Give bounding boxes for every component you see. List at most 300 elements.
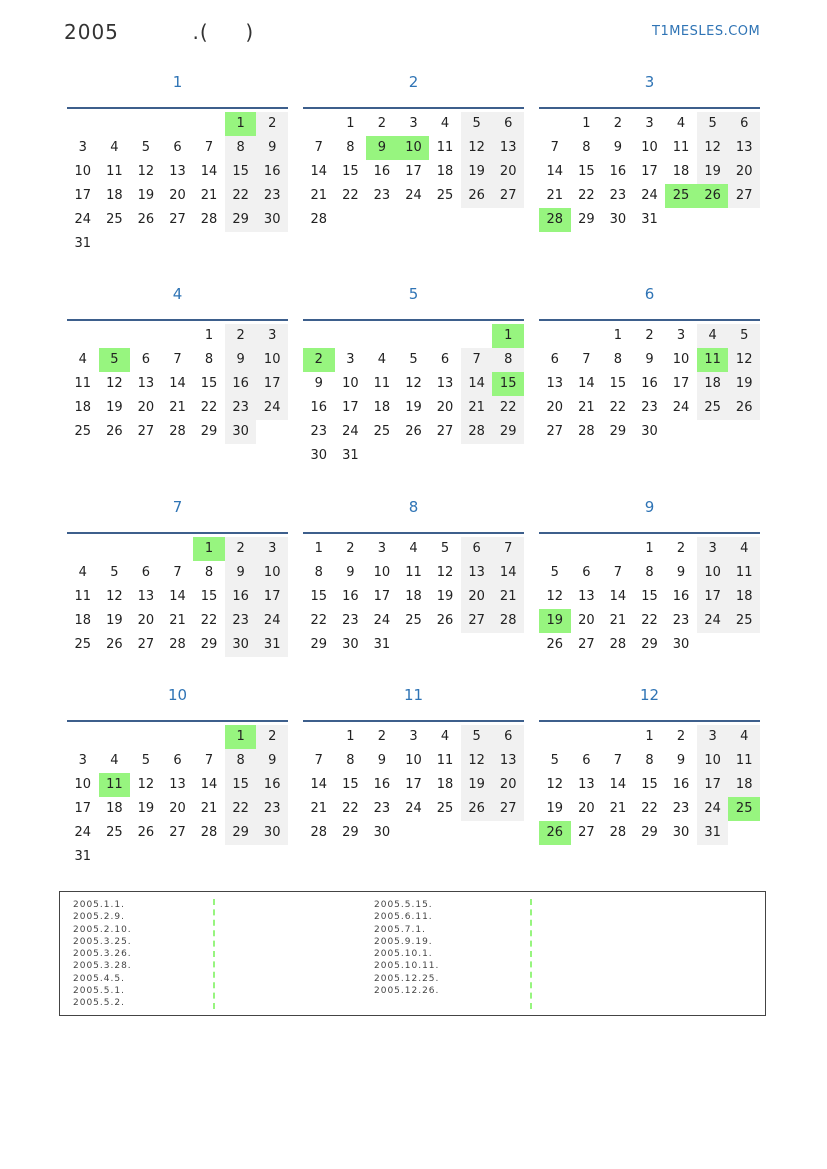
day-cell: 22 bbox=[225, 797, 257, 821]
day-cell: 1 bbox=[645, 729, 654, 744]
day-cell: 29 bbox=[641, 637, 658, 652]
legend-item: 2005.3.26. bbox=[73, 949, 132, 960]
legend-item: 2005.3.25. bbox=[73, 936, 132, 947]
day-cell: 15 bbox=[641, 777, 658, 792]
day-cell: 2 bbox=[377, 116, 387, 131]
day-cell: 30 bbox=[672, 825, 690, 840]
month-title: 1 bbox=[172, 73, 183, 91]
day-cell: 12 bbox=[106, 376, 123, 391]
day-cell: 18 bbox=[373, 400, 391, 415]
legend-item: 2005.1.1. bbox=[73, 900, 125, 910]
day-cell: 17 bbox=[342, 400, 359, 415]
day-cell: 25 bbox=[405, 613, 422, 628]
holiday-day-cell: 15 bbox=[492, 372, 524, 396]
day-cell: 22 bbox=[200, 613, 218, 628]
day-cell: 7 bbox=[492, 537, 524, 561]
day-cell: 15 bbox=[200, 589, 218, 604]
day-cell: 27 bbox=[169, 825, 186, 840]
day-cell: 18 bbox=[436, 777, 454, 792]
day-cell: 28 bbox=[492, 609, 524, 633]
day-cell: 7 bbox=[314, 140, 323, 155]
day-cell: 5 bbox=[550, 753, 559, 768]
day-cell: 8 bbox=[225, 136, 257, 160]
day-cell: 21 bbox=[609, 801, 627, 816]
day-cell: 14 bbox=[169, 589, 186, 604]
day-cell: 29 bbox=[641, 825, 658, 840]
day-cell: 26 bbox=[106, 424, 123, 439]
month-title: 11 bbox=[403, 686, 424, 704]
day-cell: 8 bbox=[645, 565, 654, 580]
day-cell: 10 bbox=[256, 348, 288, 372]
day-cell: 23 bbox=[310, 424, 328, 439]
day-cell: 13 bbox=[728, 136, 760, 160]
day-cell: 31 bbox=[373, 637, 391, 652]
day-cell: 12 bbox=[436, 565, 454, 580]
day-cell: 23 bbox=[672, 801, 690, 816]
day-cell: 27 bbox=[461, 609, 493, 633]
day-cell: 21 bbox=[169, 613, 186, 628]
month-divider bbox=[303, 720, 524, 722]
day-cell: 20 bbox=[461, 585, 493, 609]
day-cell: 27 bbox=[492, 184, 524, 208]
day-cell: 19 bbox=[546, 801, 564, 816]
day-cell: 13 bbox=[169, 777, 186, 792]
day-cell: 20 bbox=[578, 801, 595, 816]
month-divider bbox=[67, 532, 288, 534]
day-cell: 2 bbox=[377, 729, 387, 744]
day-cell: 11 bbox=[106, 164, 123, 179]
day-cell: 17 bbox=[672, 376, 690, 391]
day-cell: 4 bbox=[78, 352, 87, 367]
day-cell: 19 bbox=[436, 589, 454, 604]
day-cell: 8 bbox=[613, 352, 623, 367]
day-cell: 5 bbox=[550, 565, 559, 580]
day-cell: 22 bbox=[225, 184, 257, 208]
day-cell: 10 bbox=[342, 376, 359, 391]
day-cell: 28 bbox=[461, 420, 493, 444]
day-cell: 25 bbox=[728, 609, 760, 633]
day-cell: 29 bbox=[225, 821, 257, 845]
day-cell: 16 bbox=[225, 585, 257, 609]
brand-logo-text[interactable]: T1MESLES.COM bbox=[652, 24, 761, 39]
day-cell: 9 bbox=[314, 376, 323, 391]
day-cell: 9 bbox=[256, 136, 288, 160]
month-title: 5 bbox=[408, 285, 419, 303]
legend-item: 2005.3.28. bbox=[73, 961, 132, 972]
day-cell: 14 bbox=[609, 589, 627, 604]
day-cell: 12 bbox=[106, 589, 123, 604]
day-cell: 19 bbox=[106, 400, 123, 415]
day-cell: 4 bbox=[78, 565, 87, 580]
legend-item: 2005.12.25. bbox=[374, 973, 440, 984]
day-cell: 24 bbox=[256, 396, 288, 420]
holiday-day-cell: 2 bbox=[303, 348, 335, 372]
day-cell: 12 bbox=[461, 749, 493, 773]
day-cell: 13 bbox=[578, 777, 595, 792]
day-cell: 31 bbox=[342, 448, 359, 463]
holiday-day-cell: 1 bbox=[193, 537, 225, 561]
day-cell: 2 bbox=[613, 116, 623, 131]
day-cell: 25 bbox=[697, 396, 729, 420]
day-cell: 21 bbox=[492, 585, 524, 609]
day-cell: 27 bbox=[578, 637, 595, 652]
day-cell: 25 bbox=[373, 424, 391, 439]
day-cell: 3 bbox=[256, 324, 288, 348]
day-cell: 30 bbox=[609, 212, 627, 227]
day-cell: 7 bbox=[204, 140, 214, 155]
month-title: 6 bbox=[644, 285, 655, 303]
month-divider bbox=[539, 532, 760, 534]
day-cell: 17 bbox=[74, 801, 92, 816]
month-divider bbox=[303, 107, 524, 109]
day-cell: 19 bbox=[106, 613, 123, 628]
day-cell: 22 bbox=[342, 188, 359, 203]
day-cell: 16 bbox=[342, 589, 359, 604]
day-cell: 3 bbox=[409, 729, 418, 744]
day-cell: 21 bbox=[200, 188, 218, 203]
day-cell: 13 bbox=[137, 589, 155, 604]
day-cell: 20 bbox=[137, 613, 155, 628]
day-cell: 12 bbox=[137, 164, 155, 179]
day-cell: 29 bbox=[200, 424, 218, 439]
day-cell: 5 bbox=[110, 565, 119, 580]
day-cell: 10 bbox=[256, 561, 288, 585]
day-cell: 16 bbox=[373, 777, 391, 792]
day-cell: 30 bbox=[310, 448, 328, 463]
day-cell: 7 bbox=[173, 565, 182, 580]
day-cell: 7 bbox=[613, 753, 623, 768]
day-cell: 19 bbox=[697, 160, 729, 184]
day-cell: 17 bbox=[74, 188, 92, 203]
day-cell: 16 bbox=[256, 160, 288, 184]
day-cell: 11 bbox=[373, 376, 391, 391]
holiday-legend bbox=[59, 891, 766, 1016]
day-cell: 29 bbox=[609, 424, 627, 439]
day-cell: 27 bbox=[546, 424, 564, 439]
day-cell: 21 bbox=[461, 396, 493, 420]
month-title: 4 bbox=[172, 285, 183, 303]
day-cell: 28 bbox=[578, 424, 595, 439]
day-cell: 18 bbox=[106, 801, 123, 816]
day-cell: 18 bbox=[106, 188, 123, 203]
day-cell: 15 bbox=[342, 164, 359, 179]
day-cell: 16 bbox=[310, 400, 328, 415]
day-cell: 4 bbox=[697, 324, 729, 348]
day-cell: 23 bbox=[373, 801, 391, 816]
day-cell: 23 bbox=[641, 400, 658, 415]
day-cell: 23 bbox=[609, 188, 627, 203]
holiday-day-cell: 1 bbox=[225, 725, 257, 749]
day-cell: 30 bbox=[672, 637, 690, 652]
day-cell: 6 bbox=[582, 565, 591, 580]
day-cell: 14 bbox=[200, 777, 218, 792]
holiday-day-cell: 5 bbox=[99, 348, 131, 372]
day-cell: 29 bbox=[342, 825, 359, 840]
day-cell: 24 bbox=[672, 400, 690, 415]
day-cell: 22 bbox=[578, 188, 595, 203]
day-cell: 30 bbox=[373, 825, 391, 840]
month-title: 2 bbox=[408, 73, 419, 91]
holiday-day-cell: 26 bbox=[539, 821, 571, 845]
day-cell: 25 bbox=[74, 424, 92, 439]
day-cell: 28 bbox=[200, 825, 218, 840]
day-cell: 10 bbox=[672, 352, 690, 367]
day-cell: 9 bbox=[645, 352, 654, 367]
day-cell: 20 bbox=[728, 160, 760, 184]
day-cell: 10 bbox=[697, 749, 729, 773]
day-cell: 27 bbox=[492, 797, 524, 821]
day-cell: 10 bbox=[74, 164, 92, 179]
day-cell: 4 bbox=[728, 537, 760, 561]
day-cell: 2 bbox=[256, 112, 288, 136]
legend-item: 2005.12.26. bbox=[374, 986, 440, 997]
day-cell: 16 bbox=[256, 773, 288, 797]
day-cell: 14 bbox=[169, 376, 186, 391]
day-cell: 7 bbox=[314, 753, 323, 768]
day-cell: 20 bbox=[169, 188, 186, 203]
day-cell: 13 bbox=[461, 561, 493, 585]
legend-column-right bbox=[374, 899, 439, 997]
day-cell: 13 bbox=[169, 164, 186, 179]
day-cell: 2 bbox=[256, 725, 288, 749]
day-cell: 26 bbox=[436, 613, 454, 628]
day-cell: 29 bbox=[492, 420, 524, 444]
day-cell: 20 bbox=[169, 801, 186, 816]
month-title: 10 bbox=[167, 686, 188, 704]
day-cell: 24 bbox=[74, 212, 92, 227]
day-cell: 26 bbox=[137, 825, 155, 840]
day-cell: 7 bbox=[461, 348, 493, 372]
month-divider bbox=[67, 107, 288, 109]
day-cell: 5 bbox=[461, 112, 493, 136]
day-cell: 12 bbox=[697, 136, 729, 160]
day-cell: 27 bbox=[137, 637, 155, 652]
day-cell: 26 bbox=[137, 212, 155, 227]
month-title: 12 bbox=[639, 686, 660, 704]
day-cell: 3 bbox=[256, 537, 288, 561]
day-cell: 9 bbox=[613, 140, 623, 155]
day-cell: 26 bbox=[405, 424, 422, 439]
day-cell: 8 bbox=[204, 565, 214, 580]
day-cell: 4 bbox=[377, 352, 387, 367]
day-cell: 19 bbox=[461, 773, 493, 797]
day-cell: 1 bbox=[204, 328, 214, 343]
day-cell: 23 bbox=[225, 396, 257, 420]
day-cell: 15 bbox=[609, 376, 627, 391]
day-cell: 10 bbox=[405, 753, 422, 768]
legend-item: 2005.2.10. bbox=[73, 924, 132, 935]
day-cell: 11 bbox=[74, 589, 92, 604]
day-cell: 6 bbox=[728, 112, 760, 136]
day-cell: 25 bbox=[436, 801, 454, 816]
day-cell: 22 bbox=[200, 400, 218, 415]
day-cell: 20 bbox=[578, 613, 595, 628]
day-cell: 3 bbox=[645, 116, 654, 131]
day-cell: 13 bbox=[578, 589, 595, 604]
day-cell: 20 bbox=[492, 773, 524, 797]
day-cell: 7 bbox=[613, 565, 623, 580]
day-cell: 15 bbox=[225, 773, 257, 797]
legend-item: 2005.5.15. bbox=[374, 900, 433, 910]
day-cell: 13 bbox=[436, 376, 454, 391]
legend-marker-right bbox=[530, 899, 532, 1009]
legend-item: 2005.10.1. bbox=[374, 949, 433, 960]
day-cell: 14 bbox=[609, 777, 627, 792]
day-cell: 15 bbox=[200, 376, 218, 391]
day-cell: 30 bbox=[342, 637, 359, 652]
day-cell: 28 bbox=[169, 424, 186, 439]
day-cell: 21 bbox=[169, 400, 186, 415]
day-cell: 24 bbox=[697, 609, 729, 633]
day-cell: 26 bbox=[546, 637, 564, 652]
day-cell: 3 bbox=[78, 753, 87, 768]
day-cell: 23 bbox=[225, 609, 257, 633]
day-cell: 3 bbox=[78, 140, 87, 155]
day-cell: 24 bbox=[342, 424, 359, 439]
day-cell: 11 bbox=[74, 376, 92, 391]
day-cell: 5 bbox=[440, 541, 450, 556]
holiday-day-cell: 10 bbox=[398, 136, 430, 160]
day-cell: 18 bbox=[436, 164, 454, 179]
day-cell: 6 bbox=[550, 352, 559, 367]
day-cell: 21 bbox=[310, 801, 328, 816]
day-cell: 12 bbox=[137, 777, 155, 792]
day-cell: 16 bbox=[373, 164, 391, 179]
day-cell: 1 bbox=[582, 116, 591, 131]
day-cell: 18 bbox=[74, 613, 92, 628]
day-cell: 5 bbox=[141, 753, 151, 768]
legend-item: 2005.9.19. bbox=[374, 936, 433, 947]
day-cell: 14 bbox=[546, 164, 564, 179]
day-cell: 31 bbox=[641, 212, 658, 227]
legend-item: 2005.10.11. bbox=[374, 961, 440, 972]
day-cell: 22 bbox=[609, 400, 627, 415]
day-cell: 3 bbox=[697, 725, 729, 749]
day-cell: 7 bbox=[173, 352, 182, 367]
month-title: 9 bbox=[644, 498, 655, 516]
day-cell: 24 bbox=[373, 613, 391, 628]
month-divider bbox=[67, 720, 288, 722]
month-divider bbox=[67, 319, 288, 321]
day-cell: 7 bbox=[582, 352, 591, 367]
day-cell: 6 bbox=[461, 537, 493, 561]
day-cell: 11 bbox=[728, 561, 760, 585]
day-cell: 23 bbox=[672, 613, 690, 628]
day-cell: 18 bbox=[728, 773, 760, 797]
day-cell: 28 bbox=[310, 212, 328, 227]
day-cell: 19 bbox=[405, 400, 422, 415]
legend-item: 2005.5.1. bbox=[73, 986, 125, 997]
day-cell: 15 bbox=[225, 160, 257, 184]
day-cell: 12 bbox=[461, 136, 493, 160]
day-cell: 3 bbox=[377, 541, 387, 556]
day-cell: 17 bbox=[256, 372, 288, 396]
day-cell: 23 bbox=[256, 184, 288, 208]
holiday-day-cell: 26 bbox=[697, 184, 729, 208]
day-cell: 30 bbox=[225, 633, 257, 657]
day-cell: 11 bbox=[405, 565, 422, 580]
day-cell: 20 bbox=[436, 400, 454, 415]
day-cell: 12 bbox=[546, 589, 564, 604]
day-cell: 14 bbox=[578, 376, 595, 391]
day-cell: 26 bbox=[461, 184, 493, 208]
day-cell: 17 bbox=[256, 585, 288, 609]
day-cell: 8 bbox=[645, 753, 654, 768]
day-cell: 6 bbox=[141, 565, 151, 580]
day-cell: 6 bbox=[173, 140, 182, 155]
day-cell: 23 bbox=[342, 613, 359, 628]
day-cell: 8 bbox=[204, 352, 214, 367]
day-cell: 31 bbox=[256, 633, 288, 657]
day-cell: 15 bbox=[578, 164, 595, 179]
day-cell: 24 bbox=[74, 825, 92, 840]
day-cell: 16 bbox=[672, 777, 690, 792]
day-cell: 10 bbox=[74, 777, 92, 792]
day-cell: 26 bbox=[461, 797, 493, 821]
month-divider bbox=[539, 720, 760, 722]
day-cell: 21 bbox=[546, 188, 564, 203]
holiday-day-cell: 11 bbox=[697, 348, 729, 372]
day-cell: 17 bbox=[373, 589, 391, 604]
holiday-day-cell: 25 bbox=[728, 797, 760, 821]
legend-item: 2005.5.2. bbox=[73, 998, 125, 1009]
day-cell: 28 bbox=[200, 212, 218, 227]
day-cell: 4 bbox=[110, 753, 119, 768]
day-cell: 5 bbox=[409, 352, 418, 367]
legend-marker-left bbox=[213, 899, 215, 1009]
day-cell: 13 bbox=[137, 376, 155, 391]
day-cell: 4 bbox=[728, 725, 760, 749]
day-cell: 22 bbox=[310, 613, 328, 628]
day-cell: 8 bbox=[346, 140, 355, 155]
day-cell: 25 bbox=[106, 212, 123, 227]
day-cell: 20 bbox=[137, 400, 155, 415]
day-cell: 9 bbox=[256, 749, 288, 773]
day-cell: 11 bbox=[672, 140, 690, 155]
day-cell: 1 bbox=[346, 116, 355, 131]
day-cell: 18 bbox=[728, 585, 760, 609]
day-cell: 25 bbox=[74, 637, 92, 652]
month-title: 8 bbox=[408, 498, 419, 516]
day-cell: 2 bbox=[676, 541, 686, 556]
day-cell: 21 bbox=[609, 613, 627, 628]
day-cell: 4 bbox=[409, 541, 418, 556]
day-cell: 9 bbox=[225, 348, 257, 372]
day-cell: 29 bbox=[225, 208, 257, 232]
day-cell: 7 bbox=[204, 753, 214, 768]
day-cell: 11 bbox=[728, 749, 760, 773]
holiday-day-cell: 19 bbox=[539, 609, 571, 633]
day-cell: 14 bbox=[310, 164, 328, 179]
day-cell: 30 bbox=[641, 424, 658, 439]
day-cell: 5 bbox=[461, 725, 493, 749]
holiday-day-cell: 1 bbox=[225, 112, 257, 136]
day-cell: 6 bbox=[173, 753, 182, 768]
day-cell: 21 bbox=[310, 188, 328, 203]
day-cell: 31 bbox=[697, 821, 729, 845]
day-cell: 16 bbox=[225, 372, 257, 396]
day-cell: 6 bbox=[440, 352, 450, 367]
day-cell: 7 bbox=[550, 140, 559, 155]
day-cell: 29 bbox=[200, 637, 218, 652]
day-cell: 6 bbox=[492, 112, 524, 136]
day-cell: 29 bbox=[578, 212, 595, 227]
day-cell: 10 bbox=[697, 561, 729, 585]
day-cell: 18 bbox=[672, 164, 690, 179]
day-cell: 30 bbox=[225, 420, 257, 444]
day-cell: 23 bbox=[373, 188, 391, 203]
day-cell: 5 bbox=[728, 324, 760, 348]
